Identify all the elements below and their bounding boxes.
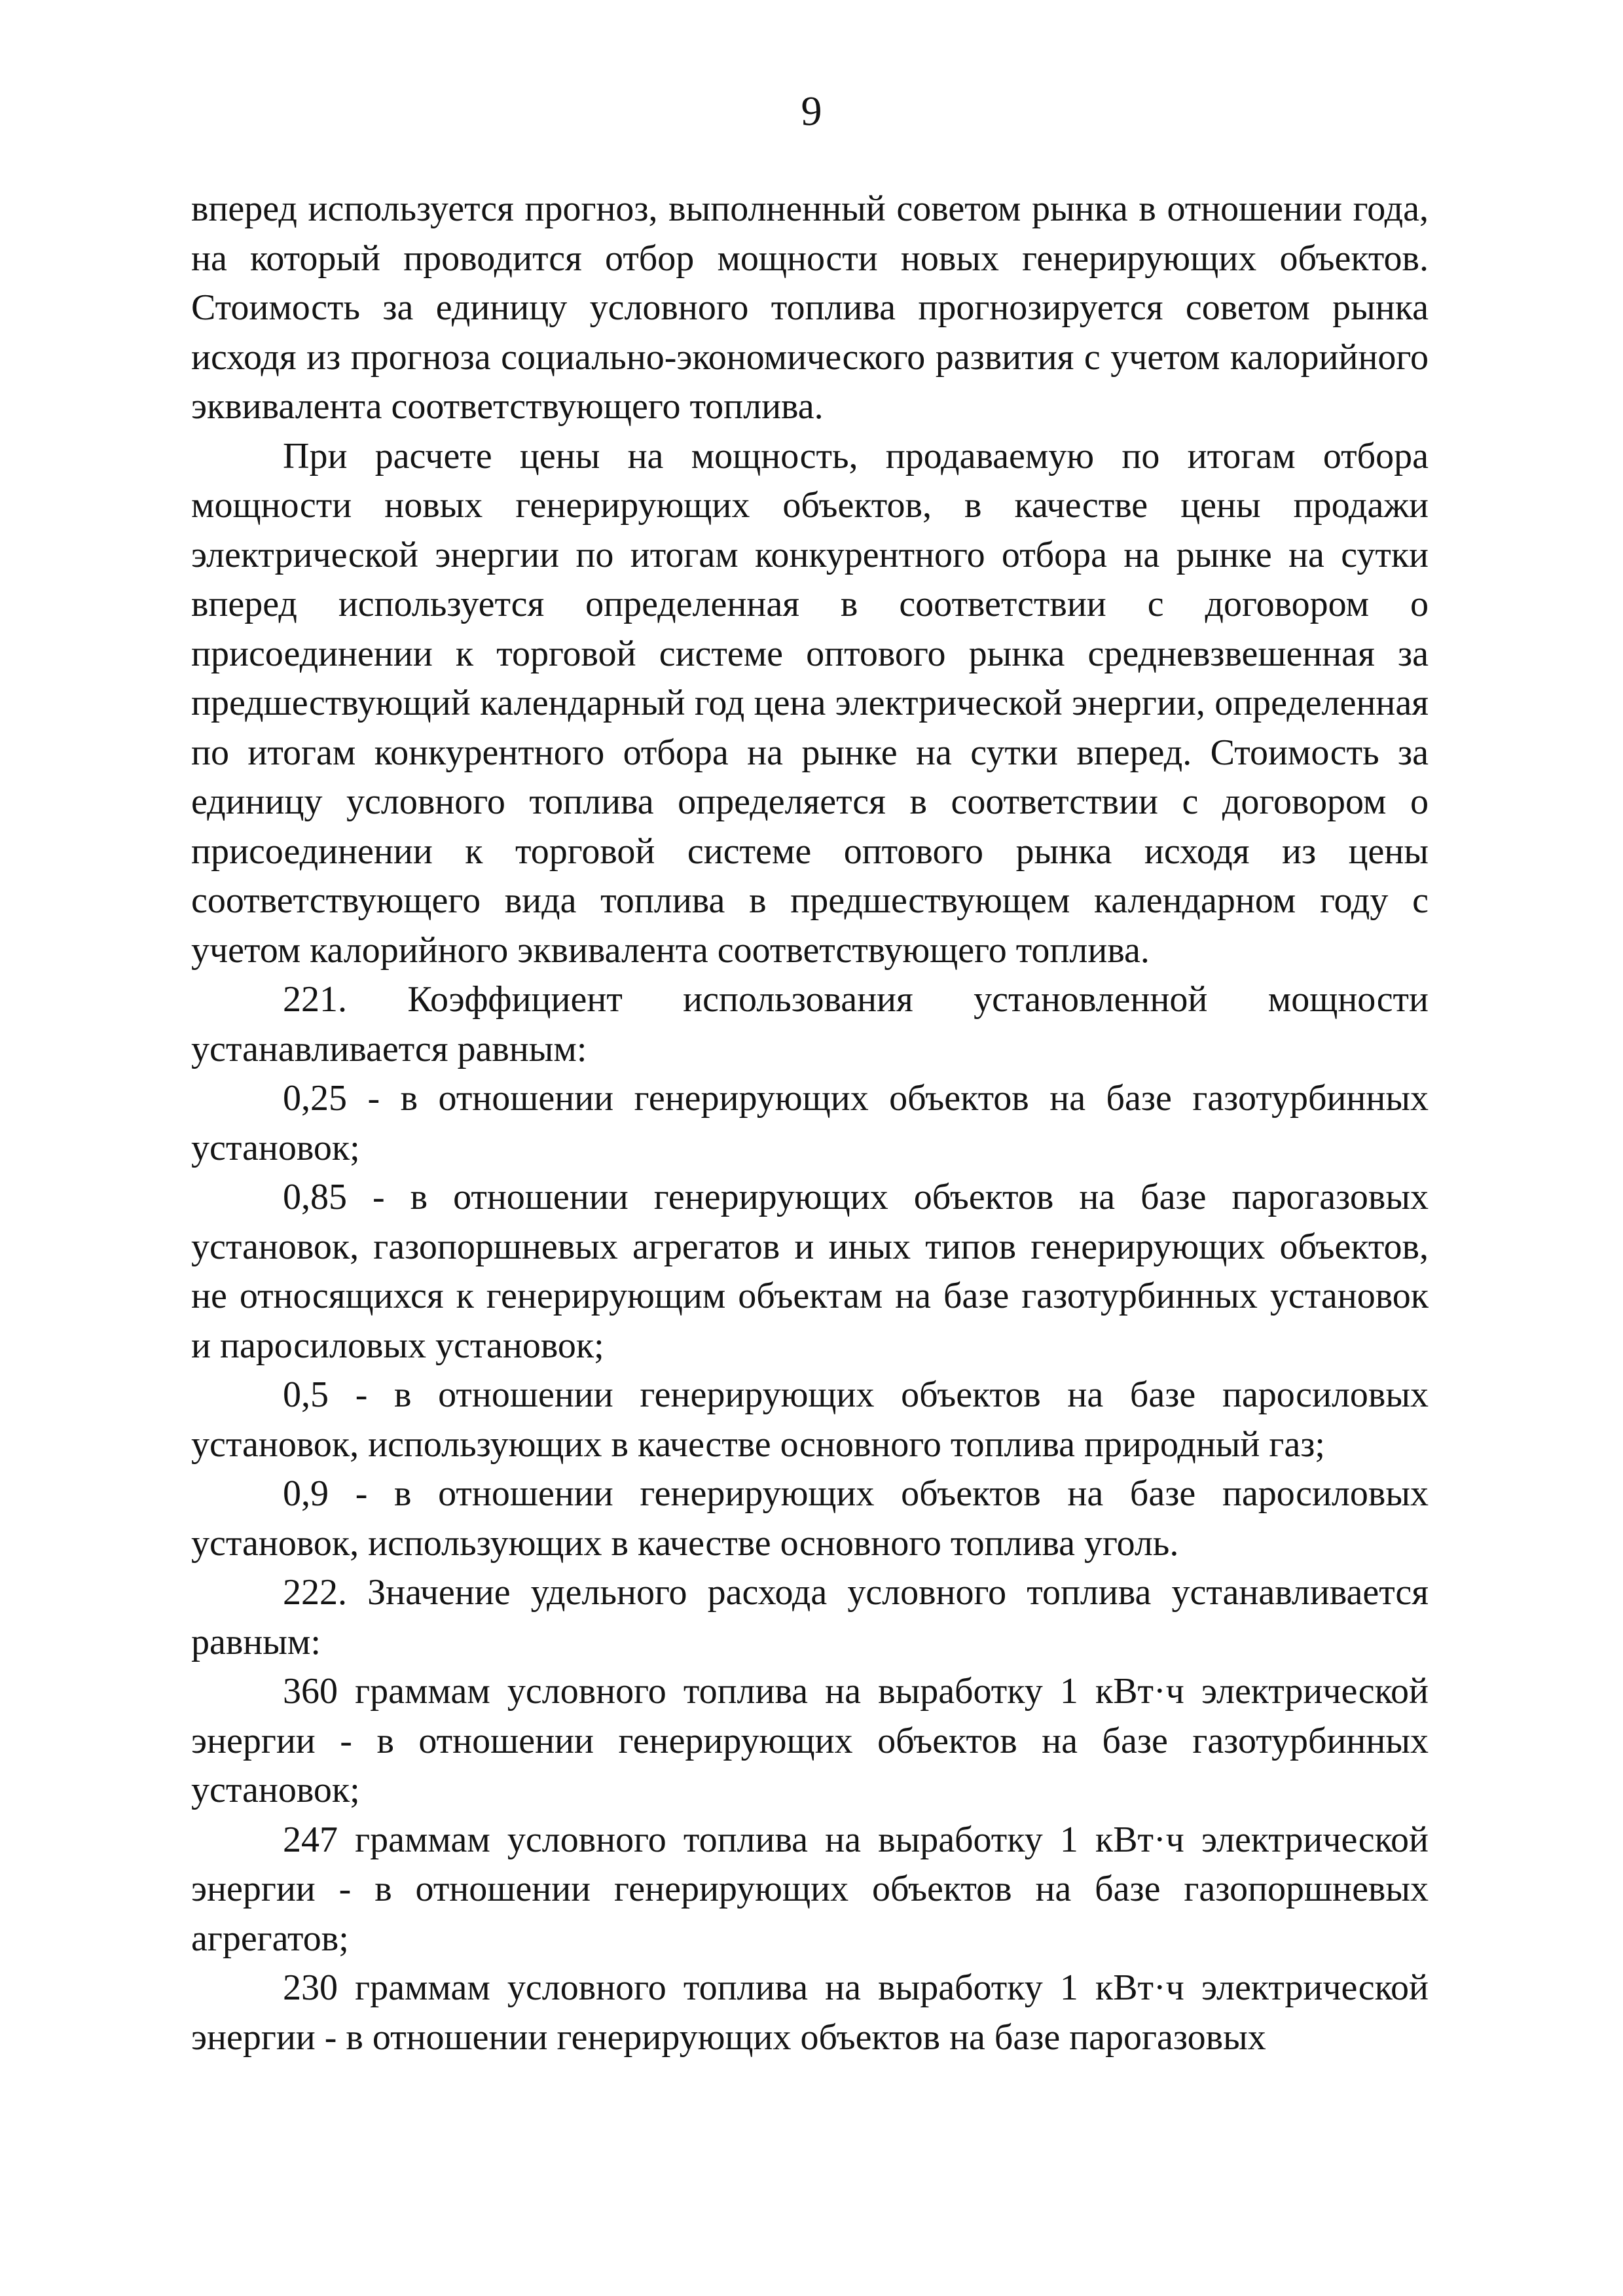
document-body: [191, 185, 1429, 2062]
list-item-fuel-rate-combined-cycle: 230 граммам условного топлива на выработку 1 кВт·ч электрической энергии - в отношении генерирующих объектов на базе парогазовых: [191, 1967, 1429, 2058]
page-number: 9: [801, 88, 822, 134]
paragraph-capacity-price: При расчете цены на мощность, продаваемую по итогам отбора мощности новых генерирующих объектов, в качестве цены продажи электрической энергии по итогам конкурентного отбора на рынке на сутки вперед используется определенная в соответствии с договором о присоединении к торговой системе оптового рынка средневзвешенная за предшествующий календарный год цена электрической энергии, определенная по итогам конкурентного отбора на рынке на сутки вперед. Стоимость за единицу условного топлива определяется в соответствии с договором о присоединении к торговой системе оптового рынка исходя из цены соответствующего вида топлива в предшествующем календарном году с учетом калорийного эквивалента соответствующего топлива.: [191, 435, 1429, 971]
list-item-steam-coal-fuel-coefficient: 0,9 - в отношении генерирующих объектов на базе паросиловых установок, использующих в качестве основного топлива уголь.: [191, 1473, 1429, 1564]
paragraph-forecast-continuation: вперед используется прогноз, выполненный советом рынка в отношении года, на который проводится отбор мощности новых генерирующих объектов. Стоимость за единицу условного топлива прогнозируется советом рынка исходя из прогноза социально-экономического развития с учетом калорийного эквивалента соответствующего топлива.: [191, 188, 1429, 427]
list-item-fuel-rate-gas-piston: 247 граммам условного топлива на выработку 1 кВт·ч электрической энергии - в отношении генерирующих объектов на базе газопоршневых агрегатов;: [191, 1819, 1429, 1959]
paragraph-clause-221: 221. Коэффициент использования установленной мощности устанавливается равным:: [191, 979, 1429, 1069]
list-item-combined-cycle-coefficient: 0,85 - в отношении генерирующих объектов на базе парогазовых установок, газопоршневых агрегатов и иных типов генерирующих объектов, не относящихся к генерирующим объектам на базе газотурбинных установок и паросиловых установок;: [191, 1177, 1429, 1366]
list-item-gas-turbine-coefficient: 0,25 - в отношении генерирующих объектов на базе газотурбинных установок;: [191, 1078, 1429, 1168]
paragraph-clause-222: 222. Значение удельного расхода условного топлива устанавливается равным:: [191, 1572, 1429, 1662]
list-item-steam-gas-fuel-coefficient: 0,5 - в отношении генерирующих объектов на базе паросиловых установок, использующих в качестве основного топлива природный газ;: [191, 1374, 1429, 1465]
list-item-fuel-rate-gas-turbine: 360 граммам условного топлива на выработку 1 кВт·ч электрической энергии - в отношении генерирующих объектов на базе газотурбинных установок;: [191, 1671, 1429, 1810]
